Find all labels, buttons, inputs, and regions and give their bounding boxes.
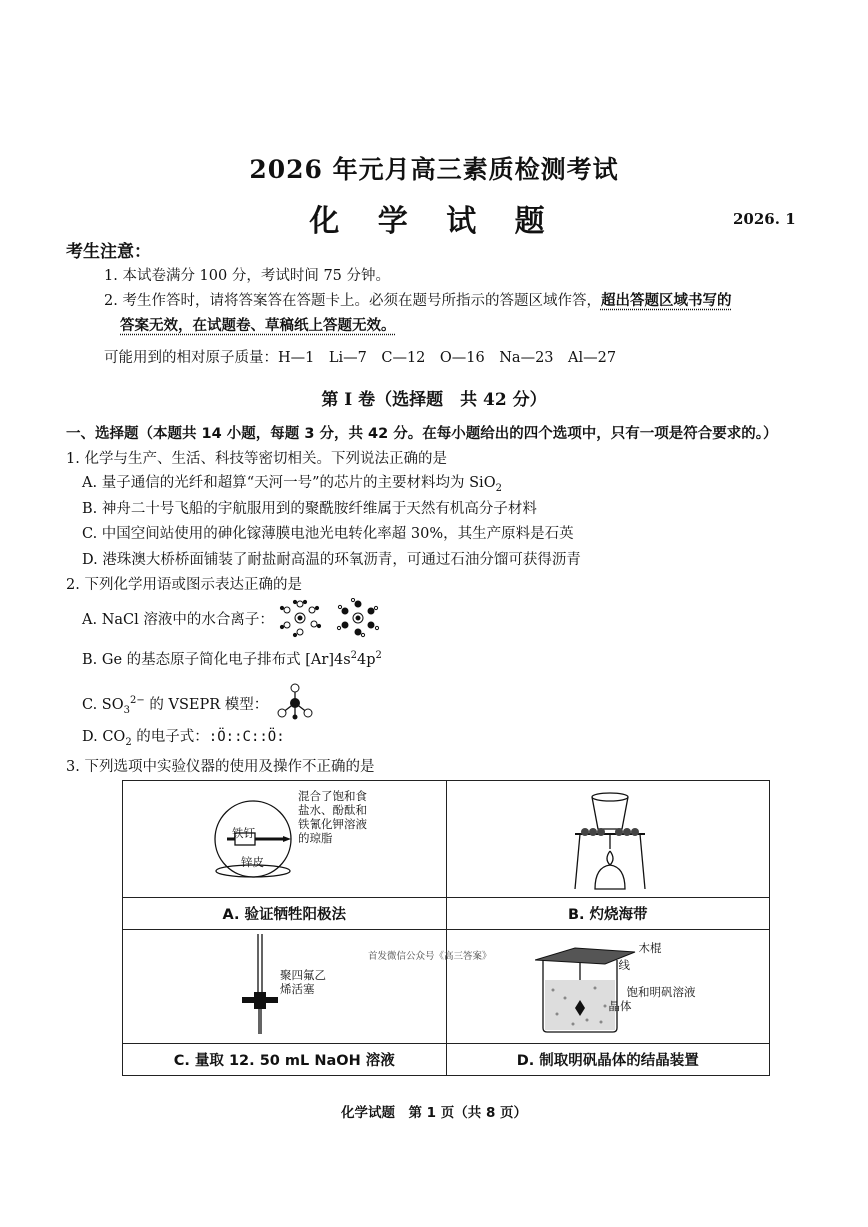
notice-item-1: 1. 本试卷满分 100 分，考试时间 75 分钟。 xyxy=(104,268,391,284)
q3-option-b-figure xyxy=(446,781,770,898)
q2-option-c-post: 的 VSEPR 模型： xyxy=(144,697,269,713)
q2-option-a-text: A. NaCl 溶液中的水合离子： xyxy=(82,612,274,628)
co2-electron-formula: :Ö::C::Ö: xyxy=(208,729,285,745)
crucible-tripod-icon xyxy=(565,789,655,894)
q1-option-c: C. 中国空间站使用的砷化镓薄膜电池光电转化率超 30%，其生产原料是石英 xyxy=(82,526,574,542)
q3-c-label-stopcock: 聚四氟乙烯活塞 xyxy=(280,968,326,996)
section-title: 第 I 卷（选择题 共 42 分） xyxy=(321,390,547,410)
q3-a-label-nail: 铁钉 xyxy=(232,826,255,840)
q2-option-b-sup2: 2 xyxy=(375,650,382,662)
q2-option-a xyxy=(82,598,388,642)
q1-option-a-sub: 2 xyxy=(495,482,502,494)
notice-item-2 xyxy=(104,289,731,310)
q1-option-a-text: A. 量子通信的光纤和超算“天河一号”的芯片的主要材料均为 SiO xyxy=(82,475,496,491)
page-footer: 化学试题 第 1 页（共 8 页） xyxy=(340,1105,528,1121)
notice-item-2-emphasis-1: 超出答题区域书写的 xyxy=(600,292,732,309)
q2-option-c-text: C. SO xyxy=(82,697,124,713)
q3-d-label-crystal: 晶体 xyxy=(608,999,632,1013)
q3-stem: 3. 下列选项中实验仪器的使用及操作不正确的是 xyxy=(66,759,375,775)
q2-option-b-mid: 4p xyxy=(357,652,376,668)
q3-option-c-figure xyxy=(123,930,492,1044)
q2-option-b-text: B. Ge 的基态原子简化电子排布式 [Ar]4s xyxy=(82,652,351,668)
watermark: 首发微信公众号《高三答案》 xyxy=(368,951,492,962)
q2-option-d xyxy=(82,725,285,746)
q1-stem: 1. 化学与生产、生活、科技等密切相关。下列说法正确的是 xyxy=(66,451,447,467)
atomic-masses: 可能用到的相对原子质量：H—1 Li—7 C—12 O—16 Na—23 Al—27 xyxy=(104,350,617,366)
notice-item-2-emphasis-2: 答案无效，在试题卷、草稿纸上答题无效。 xyxy=(120,317,396,334)
q3-d-label-stick: 木棍 xyxy=(638,941,662,955)
q3-d-label-thread: 线 xyxy=(618,958,630,972)
exam-title: 2026 年元月高三素质检测考试 xyxy=(249,155,619,184)
q1-option-a xyxy=(82,471,502,492)
notice-item-2-cont xyxy=(120,314,396,335)
part-title: 一、选择题（本题共 14 小题，每题 3 分，共 42 分。在每小题给出的四个选项中，只有一项是符合要求的。） xyxy=(66,426,778,442)
q2-option-c-sub: 3 xyxy=(123,704,130,716)
q1-option-b: B. 神舟二十号飞船的宇航服用到的聚酰胺纤维属于天然有机高分子材料 xyxy=(82,501,537,517)
notice-item-2-text: 2. 考生作答时，请将答案答在答题卡上。必须在题号所指示的答题区域作答， xyxy=(104,293,601,309)
q3-a-label-agar: 混合了饱和食盐水、酚酞和铁氰化钾溶液的琼脂 xyxy=(298,789,367,845)
q3-option-c-caption: C. 量取 12. 50 mL NaOH 溶液 xyxy=(123,1044,447,1076)
q3-option-b-caption: B. 灼烧海带 xyxy=(446,898,770,930)
q2-option-d-sub: 2 xyxy=(125,736,132,748)
q3-option-d-caption: D. 制取明矾晶体的结晶装置 xyxy=(446,1044,770,1076)
q3-d-label-solution: 饱和明矾溶液 xyxy=(626,985,696,999)
q2-option-d-text: D. CO xyxy=(82,729,126,745)
exam-date: 2026. 1 xyxy=(733,210,796,228)
subject-title: 化 学 试 题 xyxy=(309,204,559,239)
q1-option-d: D. 港珠澳大桥桥面铺装了耐盐耐高温的环氧沥青，可通过石油分馏可获得沥青 xyxy=(82,552,581,568)
q3-options-table xyxy=(122,780,770,1076)
vsepr-model-diagram xyxy=(273,683,317,727)
q3-option-d-figure xyxy=(446,930,770,1044)
q2-option-c xyxy=(82,683,317,727)
q3-a-label-zinc: 锌皮 xyxy=(241,855,264,869)
q2-stem: 2. 下列化学用语或图示表达正确的是 xyxy=(66,577,302,593)
q2-option-d-post: 的电子式： xyxy=(131,729,209,745)
notice-heading: 考生注意： xyxy=(66,242,151,262)
q3-option-a-caption: A. 验证牺牲阳极法 xyxy=(123,898,447,930)
hydrated-ion-diagrams xyxy=(278,598,388,642)
q2-option-b xyxy=(82,648,382,669)
q2-option-c-sup: 2− xyxy=(130,695,145,707)
q2-option-b-sup1: 2 xyxy=(350,650,358,662)
q3-option-a-figure xyxy=(123,781,447,898)
